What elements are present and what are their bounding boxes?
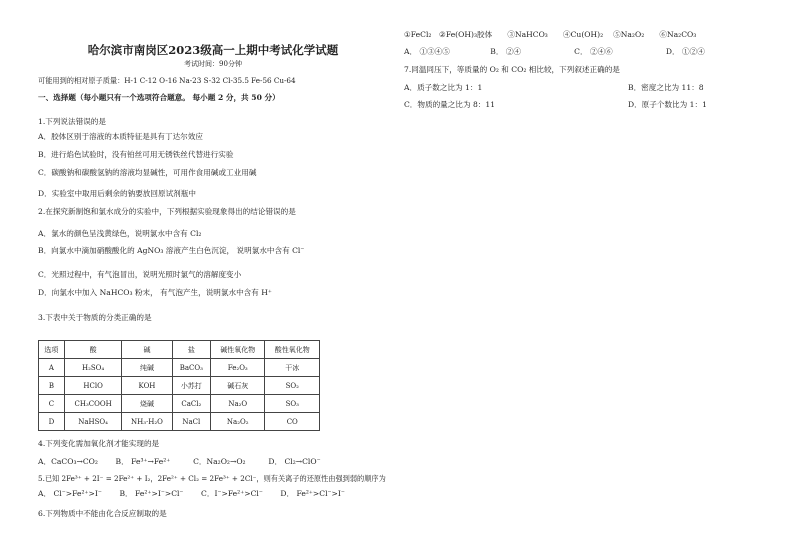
table-cell: NH₃·H₂O: [122, 413, 172, 431]
table-row: [39, 413, 320, 431]
section-heading: 一、选择题（每小题只有一个选项符合题意。 每小题 2 分，共 50 分）: [38, 93, 280, 102]
table-cell: CaCl₂: [172, 395, 210, 413]
table-cell: 碱石灰: [211, 377, 265, 395]
q6-stem: 6.下列物质中不能由化合反应制取的是: [38, 509, 167, 518]
table-cell: Na₂O₂: [211, 413, 265, 431]
table-header-cell: 盐: [172, 341, 210, 359]
page-title: 哈尔滨市南岗区2023级高一上期中考试化学试题: [87, 43, 339, 57]
q1-stem: 1.下列说法错误的是: [38, 117, 106, 126]
table-cell: NaHSO₄: [64, 413, 121, 431]
table-cell: CO: [265, 413, 320, 431]
q7-stem: 7.同温同压下，等质量的 O₂ 和 CO₂ 相比较，下列叙述正确的是: [404, 65, 620, 74]
q5-stem: 5.已知 2Fe³⁺ + 2I⁻ = 2Fe²⁺ + I₂，2Fe²⁺ + Cl₂ = 2Fe³⁺ + 2Cl⁻，则有关离子的还原性由强到弱的顺序为: [38, 474, 386, 483]
q4-stem: 4.下列变化需加氧化剂才能实现的是: [38, 439, 160, 448]
table-header-cell: 酸性氧化物: [265, 341, 320, 359]
classification-table: [38, 340, 320, 431]
table-cell: Na₂O: [211, 395, 265, 413]
table-row: [39, 359, 320, 377]
table-cell: HClO: [64, 377, 121, 395]
q2-option-b: B．向氯水中滴加硝酸酸化的 AgNO₃ 溶液产生白色沉淀， 说明氯水中含有 Cl⁻: [38, 246, 305, 255]
table-cell: KOH: [122, 377, 172, 395]
table-cell: CH₃COOH: [64, 395, 121, 413]
q2-option-d: D．向氯水中加入 NaHCO₃ 粉末， 有气泡产生，说明氯水中含有 H⁺: [38, 288, 272, 297]
table-cell: 干冰: [265, 359, 320, 377]
atomic-masses: 可能用到的相对原子质量：H-1 C-12 O-16 Na-23 S-32 Cl-35.5 Fe-56 Cu-64: [38, 76, 296, 85]
q4-options: A．CaCO₃→CO₂ B． Fe³⁺→Fe²⁺ C．Na₂O₂→O₂ D． Cl₂→ClO⁻: [38, 457, 321, 466]
table-header-cell: 选项: [39, 341, 65, 359]
table-header-cell: 碱: [122, 341, 172, 359]
table-cell: SO₂: [265, 377, 320, 395]
q1-option-c: C．碳酸钠和碳酸氢钠的溶液均显碱性，可用作食用碱或工业用碱: [38, 168, 257, 177]
q7-option-a: A．质子数之比为 1：1: [404, 83, 483, 92]
q3-stem: 3.下表中关于物质的分类正确的是: [38, 313, 152, 322]
exam-time: 考试时间：90分钟: [184, 60, 242, 68]
q2-option-c: C．光照过程中，有气泡冒出，说明光照时氯气的溶解度变小: [38, 270, 242, 279]
table-cell: BaCO₃: [172, 359, 210, 377]
q1-option-a: A．胶体区别于溶液的本质特征是具有丁达尔效应: [38, 132, 203, 141]
q6-substance-list: ①FeCl₂ ②Fe(OH)₃胶体 ③NaHCO₃ ④Cu(OH)₂ ⑤Na₂O₂ ⑥Na₂CO₃: [404, 30, 697, 39]
table-cell: B: [39, 377, 65, 395]
table-cell: C: [39, 395, 65, 413]
table-header-cell: 碱性氧化物: [211, 341, 265, 359]
q7-option-d: D．原子个数比为 1：1: [628, 100, 707, 109]
table-cell: H₂SO₄: [64, 359, 121, 377]
table-cell: D: [39, 413, 65, 431]
table-cell: 烧碱: [122, 395, 172, 413]
table-row: [39, 377, 320, 395]
q2-option-a: A．氯水的颜色呈浅黄绿色，说明氯水中含有 Cl₂: [38, 229, 202, 238]
q1-option-b: B．进行焰色试验时，没有铂丝可用无锈铁丝代替进行实验: [38, 150, 234, 159]
q7-option-b: B．密度之比为 11：8: [628, 83, 704, 92]
table-cell: 小苏打: [172, 377, 210, 395]
table-header-cell: 酸: [64, 341, 121, 359]
q2-stem: 2.在探究新制饱和氯水成分的实验中，下列根据实验现象得出的结论错误的是: [38, 207, 296, 216]
table-cell: 纯碱: [122, 359, 172, 377]
table-cell: Fe₂O₃: [211, 359, 265, 377]
table-cell: SO₃: [265, 395, 320, 413]
table-row: [39, 395, 320, 413]
table-cell: A: [39, 359, 65, 377]
q7-option-c: C．物质的量之比为 8：11: [404, 100, 496, 109]
table-header-row: [39, 341, 320, 359]
q6-options: A． ①③④⑤ B． ②④ C． ②④⑥ D． ①②④: [404, 47, 705, 56]
q1-option-d: D．实验室中取用后剩余的钠要放回原试剂瓶中: [38, 189, 196, 198]
table-cell: NaCl: [172, 413, 210, 431]
q5-options: A． Cl⁻>Fe²⁺>I⁻ B． Fe²⁺>I⁻>Cl⁻ C．I⁻>Fe²⁺>Cl⁻ D． Fe²⁺>Cl⁻>I⁻: [38, 489, 345, 498]
